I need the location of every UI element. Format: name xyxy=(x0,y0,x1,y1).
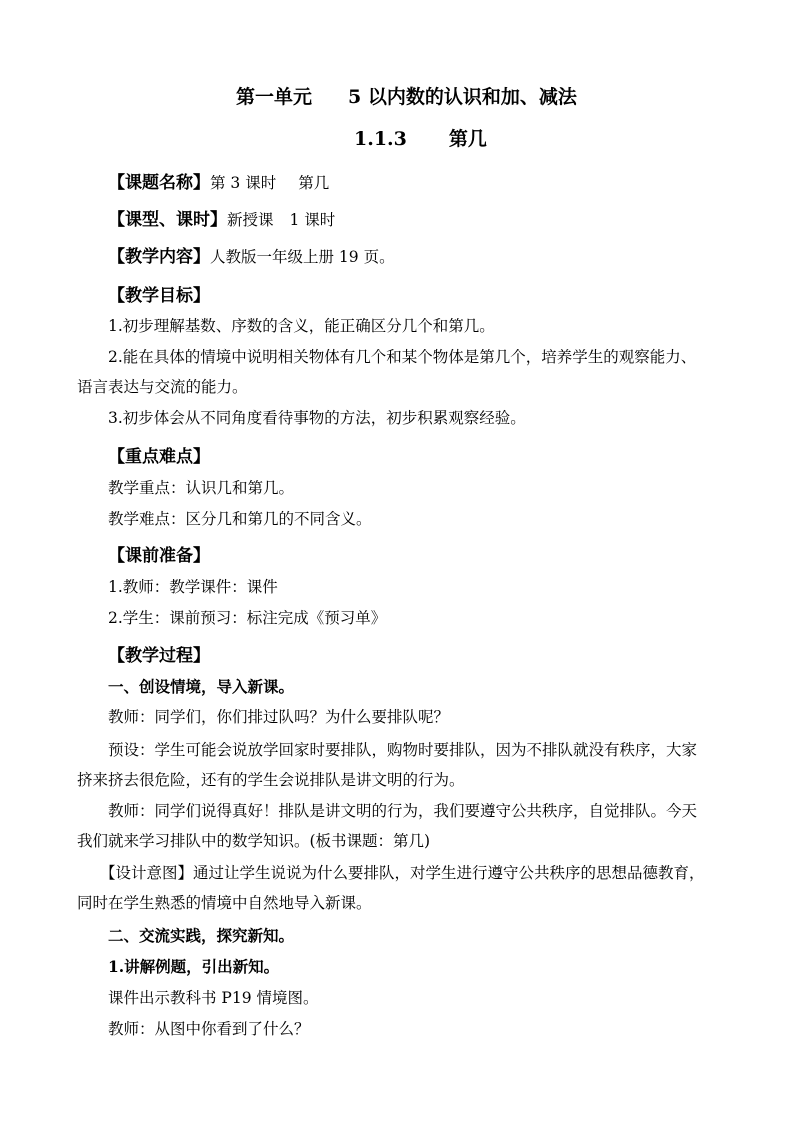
key-points-heading: 【重点难点】 xyxy=(108,447,210,467)
process-paragraph-3-line-1: 教师：同学们说得真好！排队是讲文明的行为，我们要遵守公共秩序，自觉排队。今天 xyxy=(108,802,698,820)
content-row xyxy=(108,247,395,267)
topic-title: 5 以内数的认识和加、减法 xyxy=(348,86,577,108)
process-paragraph-5: 课件出示教科书 P19 情境图。 xyxy=(108,989,319,1007)
lesson-type-value-b: 1 课时 xyxy=(289,211,336,229)
lesson-type-value-a: 新授课 xyxy=(227,211,274,229)
process-heading: 【教学过程】 xyxy=(108,646,210,666)
lesson-name-value-a: 第 3 课时 xyxy=(210,174,277,192)
lesson-number: 1.1.3 xyxy=(354,128,407,150)
design-intent-line-1: 【设计意图】通过让学生说说为什么要排队，对学生进行遵守公共秩序的思想品德教育， xyxy=(100,864,705,882)
section-2-heading: 二、交流实践，探究新知。 xyxy=(108,926,295,945)
lesson-title: 第几 xyxy=(448,128,487,150)
objective-1: 1.初步理解基数、序数的含义，能正确区分几个和第几。 xyxy=(108,317,495,335)
lesson-type-label: 【课型、课时】 xyxy=(108,210,227,230)
objective-2-line-2: 语言表达与交流的能力。 xyxy=(77,378,248,396)
preparation-student: 2.学生：课前预习：标注完成《预习单》 xyxy=(108,609,387,627)
teaching-focus: 教学重点：认识几和第几。 xyxy=(108,479,295,497)
process-paragraph-2-line-2: 挤来挤去很危险，还有的学生会说排队是讲文明的行为。 xyxy=(77,771,465,789)
content-value: 人教版一年级上册 19 页。 xyxy=(210,248,395,266)
section-1-heading: 一、创设情境，导入新课。 xyxy=(108,677,295,696)
preparation-teacher: 1.教师：教学课件：课件 xyxy=(108,578,278,596)
teaching-difficulty: 教学难点：区分几和第几的不同含义。 xyxy=(108,510,372,528)
process-paragraph-3-line-2: 我们就来学习排队中的数学知识。(板书课题：第几) xyxy=(77,832,431,850)
process-paragraph-6: 教师：从图中你看到了什么？ xyxy=(108,1020,310,1038)
lesson-name-value-b: 第几 xyxy=(298,174,330,192)
unit-title: 第一单元 xyxy=(236,86,313,108)
objective-2-line-1: 2.能在具体的情境中说明相关物体有几个和某个物体是第几个，培养学生的观察能力、 xyxy=(108,348,697,366)
process-paragraph-2-line-1: 预设：学生可能会说放学回家时要排队，购物时要排队，因为不排队就没有秩序，大家 xyxy=(108,741,698,759)
objectives-heading: 【教学目标】 xyxy=(108,286,210,306)
preparation-heading: 【课前准备】 xyxy=(108,546,210,566)
objective-3: 3.初步体会从不同角度看待事物的方法，初步积累观察经验。 xyxy=(108,409,526,427)
content-label: 【教学内容】 xyxy=(108,247,210,267)
process-paragraph-1: 教师：同学们，你们排过队吗？为什么要排队呢？ xyxy=(108,708,450,726)
lesson-name-label: 【课题名称】 xyxy=(108,173,210,193)
design-intent-line-2: 同时在学生熟悉的情境中自然地导入新课。 xyxy=(77,894,372,912)
lesson-type-row xyxy=(108,210,335,230)
page-title xyxy=(236,87,577,107)
lesson-subtitle xyxy=(354,129,487,149)
lesson-name-row xyxy=(108,173,329,193)
subsection-1-heading: 1.讲解例题，引出新知。 xyxy=(108,957,280,976)
